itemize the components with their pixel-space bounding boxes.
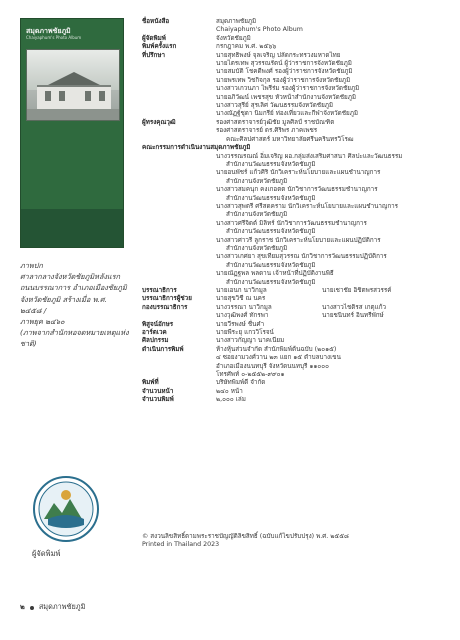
proofreader-row	[142, 321, 448, 329]
publisher-value: จังหวัดชัยภูมิ	[216, 34, 251, 42]
honorable-affiliation: คณะศิลปศาสตร์ มหาวิทยาลัยศรีนครินทรวิโรฒ	[226, 135, 354, 143]
first-print-value: กรกฎาคม พ.ศ. ๒๕๖๖	[216, 43, 277, 51]
advisor: นายพรเทพ วิชกิจกุล รองผู้ว่าราชการจังหวัดชัยภูมิ	[216, 76, 351, 84]
committee-member: นายณัฏฐพล พลดาน เจ้าหน้าที่ปฏิบัติงานพิธี	[216, 270, 334, 278]
bullet-icon	[30, 606, 34, 610]
committee-member-office: สำนักงานจังหวัดชัยภูมิ	[226, 211, 288, 219]
colophon	[142, 18, 448, 405]
committee-member: นางสาวสุพตรี ศรีสดคราม นักวิเคราะห์นโยบายและแผนชำนาญการ	[216, 202, 399, 210]
advisors-label: ที่ปรึกษา	[142, 51, 166, 59]
committee-member: นายอนพัชร์ แก้วศิริ นักวิเคราะห์นโยบายและแผนชำนาญการ	[216, 169, 381, 177]
printing-line: ๔ ซอยงามวงศ์วาน ๒๓ แยก ๑๕ ตำบลบางเขน	[216, 354, 341, 362]
committee-member: นางวรรณรณณ์ อิ่มเจริญ ผอ.กลุ่มส่งเสริมศาสนา ศิลปะและวัฒนธรรม	[216, 152, 403, 160]
advisor: นายอภิวัฒน์ เพชรสุข หัวหน้าสำนักงานจังหวัดชัยภูมิ	[216, 93, 356, 101]
printing-row	[142, 346, 448, 380]
board-member: นางสาวไชติรส เกตุแก้ว	[322, 303, 387, 311]
caption-line: จังหวัดชัยภูมิ สร้างเมื่อ พ.ศ. ๒๔๕๘ /	[20, 294, 107, 315]
board-member: นายชนินทร์ อินทรีพักษ์	[322, 312, 384, 320]
editor-label: บรรณาธิการ	[142, 287, 177, 294]
book-name-label: ชื่อหนังสือ	[142, 18, 170, 25]
provincial-seal-icon	[32, 475, 100, 543]
advisors-row	[142, 52, 448, 119]
page-number: ๒	[20, 602, 25, 611]
printer-name: บริษัทพิมพ์ดี จำกัด	[216, 379, 266, 387]
printing-label: ดำเนินการพิมพ์	[142, 345, 184, 353]
publisher-row	[142, 35, 448, 43]
advisor: นางณัฏฐ์ชุดา นิมกรีย์ ท่องเที่ยวและกีฬาจังหวัดชัยภูมิ	[216, 110, 358, 118]
printed-in: Printed in Thailand 2023	[142, 541, 220, 549]
asst-editor-label: บรรณาธิการผู้ช่วย	[142, 295, 192, 303]
advisor: นายสุทธิพงษ์ จุลเจริญ ปลัดกระทรวงมหาดไทย	[216, 51, 341, 59]
honorable-label: ผู้ทรงคุณวุฒิ	[142, 118, 176, 126]
committee-member-office: สำนักงานวัฒนธรรมจังหวัดชัยภูมิ	[226, 278, 316, 286]
copies-row	[142, 396, 448, 404]
board-member: นางวุฒิพงศ์ ทักรพา	[216, 312, 269, 320]
committee-members	[142, 153, 448, 288]
art-label: อาร์ตเวค	[142, 329, 167, 337]
advisor: นางสาวสุรีย์ สุรเลิศ วัฒนธรรมจังหวัดชัยภูมิ	[216, 102, 334, 110]
editorial-board-row-2	[142, 312, 448, 320]
cover-caption	[20, 260, 130, 350]
cover-image	[20, 18, 124, 248]
first-print-row	[142, 43, 448, 51]
committee-member-office: สำนักงานวัฒนธรรมจังหวัดชัยภูมิ	[226, 261, 316, 269]
advisor: นายไตรเทพ สุวรรณรัตน์ ผู้ว่าราชการจังหวัดชัยภูมิ	[216, 60, 352, 68]
committee-member-office: สำนักงานวัฒนธรรมจังหวัดชัยภูมิ	[226, 228, 316, 236]
honorable-member: รองศาสตราจารย์วุฒิชัย มูลศิลป์ ราชบัณฑิต	[216, 118, 335, 126]
caption-line: ศาลากลางจังหวัดชัยภูมิหลังแรก	[20, 272, 121, 282]
caption-line: ถนนบรรณาการ อำเภอเมืองชัยภูมิ	[20, 283, 127, 293]
cover-title: สมุดภาพชัยภูมิ	[26, 27, 71, 35]
proofreader-label: พิสูจน์อักษร	[142, 320, 174, 328]
asst-editor-row	[142, 295, 448, 303]
book-name-row	[142, 18, 448, 35]
first-print-label: พิมพ์ครั้งแรก	[142, 43, 177, 51]
copies-label: จำนวนพิมพ์	[142, 396, 174, 404]
honorable-row	[142, 119, 448, 144]
proofreader-name: นายวีรพงษ์ ชื่นคำ	[216, 320, 265, 328]
committee-member-office: สำนักงานจังหวัดชัยภูมิ	[226, 244, 288, 252]
publisher-seal-label: ผู้จัดพิมพ์	[32, 549, 61, 558]
designer-label: ศิลปกรรม	[142, 337, 169, 345]
caption-label: ภาพปก	[20, 261, 43, 270]
book-name-value-en: Chaiyaphum's Photo Album	[216, 26, 303, 34]
asst-editor-name: นายสุขวิชี ณ นคร	[216, 295, 266, 303]
editor-name: นายเชาชัย อิชิตพรสวรรค์	[322, 287, 392, 294]
copies-value: ๒,๐๐๐ เล่ม	[216, 396, 246, 404]
pages-label: จำนวนหน้า	[142, 387, 174, 395]
editorial-board-label: กองบรรณาธิการ	[142, 303, 188, 311]
honorable-member: รองศาสตราจารย์ ดร.ศิริพร ภาคเพชร	[216, 127, 318, 135]
caption-line: ภาพยุค ๒๔๖๐	[20, 317, 65, 327]
left-column	[20, 0, 129, 640]
pages-value: ๒๔๐ หน้า	[216, 387, 243, 395]
footer-book-title: สมุดภาพชัยภูมิ	[38, 602, 86, 611]
committee-member: นางสาวศาวรี ลูกราช นักวิเคราะห์นโยบายและแผนปฏิบัติการ	[216, 236, 381, 244]
board-member: นางวรรณา นาวิกมูล	[216, 303, 272, 311]
editor-name: นายเอนก นาวิกมูล	[216, 287, 267, 294]
cover-subtitle: Chaiyaphum's Photo Album	[26, 35, 82, 40]
committee-label: คณะกรรมการดำเนินงานสมุดภาพชัยภูมิ	[142, 144, 251, 152]
cover-photo	[26, 49, 120, 121]
art-row	[142, 329, 448, 337]
pages-row	[142, 388, 448, 396]
committee-row	[142, 144, 448, 152]
printer-label: พิมพ์ที่	[142, 379, 159, 387]
copyright-notice	[142, 533, 448, 550]
publisher-label: ผู้จัดพิมพ์	[142, 34, 166, 42]
caption-line: (ภาพจากสำนักหอจดหมายเหตุแห่งชาติ)	[20, 328, 129, 349]
designer-name: นางสาวกัญญา นาคเนียม	[216, 337, 285, 345]
page-footer	[20, 602, 85, 613]
committee-member-office: สำนักงานวัฒนธรรมจังหวัดชัยภูมิ	[226, 160, 316, 168]
art-name: นายพีระยุ แกววิโรจน์	[216, 329, 274, 337]
printer-row	[142, 379, 448, 387]
printing-line: โทรศัพท์ ๐-๒๕๕๒-๙๙๐๑	[216, 371, 285, 379]
committee-member: นางสาวเกศยา สุขเทียมสุวรรณ นักวิชาการวัฒนธรรมปฏิบัติการ	[216, 253, 387, 261]
advisor: นายสมบัติ โชคดีพงศ์ รองผู้ว่าราชการจังหวัดชัยภูมิ	[216, 68, 353, 76]
printing-line: ห้างหุ้นส่วนจำกัด สำนักพิมพ์ต้นฉบับ (๒๐๑๕)	[216, 345, 337, 353]
committee-member-office: สำนักงานจังหวัดชัยภูมิ	[226, 177, 288, 185]
advisor: นางสาวเกวนภา ไพรีร่ม รองผู้ว่าราชการจังหวัดชัยภูมิ	[216, 85, 360, 93]
committee-member-office: สำนักงานวัฒนธรรมจังหวัดชัยภูมิ	[226, 194, 316, 202]
committee-member: นางสาวศรีจิดต์ มิลิทร์ นักวิชาการวัฒนธรรมชำนาญการ	[216, 219, 367, 227]
copyright-line: © สงวนลิขสิทธิ์ตามพระราชบัญญัติลิขสิทธิ์ (ฉบับแก้ไขปรับปรุง) พ.ศ. ๒๕๕๘	[142, 533, 349, 540]
designer-row	[142, 337, 448, 345]
book-name-value: สมุดภาพชัยภูมิ	[216, 18, 257, 25]
printing-line: อำเภอเมืองนนทบุรี จังหวัดนนทบุรี ๑๑๐๐๐	[216, 362, 329, 370]
cover-band	[21, 209, 123, 247]
committee-member: นางสาวสมคนุก คงเกอตต นักวิชาการวัฒนธรรมชำนาญการ	[216, 186, 378, 194]
editorial-board-row	[142, 304, 448, 312]
